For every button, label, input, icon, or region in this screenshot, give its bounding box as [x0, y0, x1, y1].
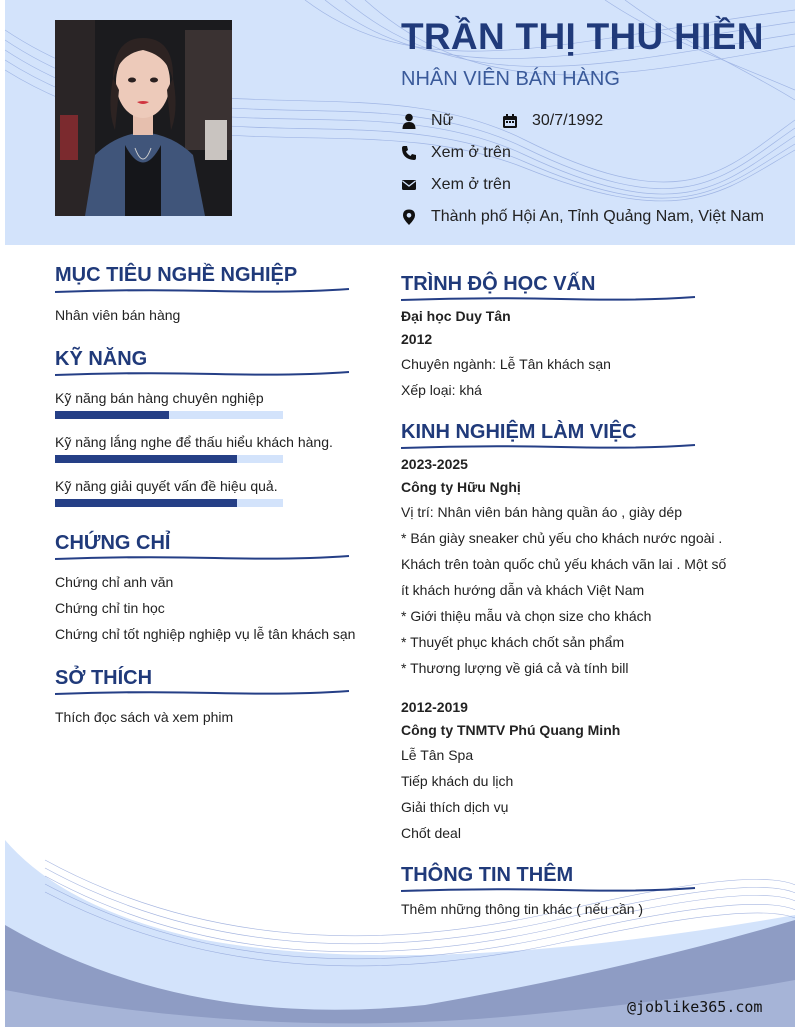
- location-pin-icon: [401, 209, 417, 225]
- job-detail-line: Vị trí: Nhân viên bán hàng quần áo , giày dép: [401, 504, 682, 520]
- skill-bar: [55, 499, 283, 507]
- birthdate-value: 30/7/1992: [532, 112, 604, 129]
- job-detail-line: Giải thích dịch vụ: [401, 799, 509, 815]
- job-company: Công ty TNMTV Phú Quang Minh: [401, 722, 621, 738]
- skill-bar-fill: [55, 455, 237, 463]
- job-detail-line: * Thương lượng về giá cả và tính bill: [401, 660, 629, 676]
- job-detail-line: Khách trên toàn quốc chủ yếu khách vãn lai . Một số: [401, 556, 727, 572]
- certificate-item: Chứng chỉ tin học: [55, 600, 165, 616]
- job-company: Công ty Hữu Nghị: [401, 479, 521, 495]
- skill-label: Kỹ năng bán hàng chuyên nghiệp: [55, 390, 264, 406]
- website-watermark: @joblike365.com: [627, 998, 763, 1016]
- additional-text: Thêm những thông tin khác ( nếu cần ): [401, 901, 644, 917]
- skill-label: Kỹ năng giải quyết vấn đề hiệu quả.: [55, 478, 278, 494]
- education-major: Chuyên ngành: Lễ Tân khách sạn: [401, 356, 611, 372]
- candidate-name: TRẦN THỊ THU HIỀN: [401, 16, 764, 57]
- hobbies-text: Thích đọc sách và xem phim: [55, 709, 234, 725]
- job-period: 2023-2025: [401, 456, 468, 472]
- job-detail-line: * Giới thiệu mẫu và chọn size cho khách: [401, 608, 652, 624]
- user-icon: [401, 113, 417, 129]
- resume-page: [5, 0, 795, 1027]
- gender-value: Nữ: [431, 112, 454, 129]
- resume-header: [5, 0, 795, 245]
- skill-bar-fill: [55, 499, 237, 507]
- certificate-item: Chứng chỉ tốt nghiệp nghiệp vụ lễ tân khách sạn: [55, 626, 356, 642]
- email-value: Xem ở trên: [431, 176, 511, 193]
- profile-photo: [55, 20, 232, 216]
- hobbies-underline: [55, 689, 351, 697]
- address-value: Thành phố Hội An, Tỉnh Quảng Nam, Việt Nam: [431, 208, 764, 225]
- phone-row: [401, 144, 511, 162]
- job-period: 2012-2019: [401, 699, 468, 715]
- job-detail-line: * Bán giày sneaker chủ yếu cho khách nước ngoài .: [401, 530, 723, 546]
- experience-underline: [401, 443, 697, 451]
- gender-row: [401, 112, 453, 130]
- objective-heading: MỤC TIÊU NGHỀ NGHIỆP: [55, 264, 298, 286]
- calendar-icon: [502, 113, 518, 129]
- skill-bar: [55, 411, 283, 419]
- mail-icon: [401, 177, 417, 193]
- job-detail-line: Tiếp khách du lịch: [401, 773, 514, 789]
- certificates-underline: [55, 554, 351, 562]
- education-heading: TRÌNH ĐỘ HỌC VẤN: [401, 273, 596, 295]
- hobbies-heading: SỞ THÍCH: [55, 667, 153, 689]
- phone-value: Xem ở trên: [431, 144, 511, 161]
- objective-underline: [55, 287, 351, 295]
- address-row: [401, 208, 764, 226]
- skill-bar: [55, 455, 283, 463]
- education-school: Đại học Duy Tân: [401, 308, 511, 324]
- experience-heading: KINH NGHIỆM LÀM VIỆC: [401, 421, 637, 443]
- education-year: 2012: [401, 331, 433, 347]
- skill-bar-fill: [55, 411, 169, 419]
- education-rank: Xếp loại: khá: [401, 382, 482, 398]
- education-underline: [401, 295, 697, 303]
- job-detail-line: Chốt deal: [401, 825, 461, 841]
- birthdate-row: [502, 112, 603, 130]
- candidate-job-title: NHÂN VIÊN BÁN HÀNG: [401, 68, 620, 90]
- objective-text: Nhân viên bán hàng: [55, 307, 181, 323]
- job-detail-line: * Thuyết phục khách chốt sản phẩm: [401, 634, 625, 650]
- phone-icon: [401, 145, 417, 161]
- additional-underline: [401, 886, 697, 894]
- skill-label: Kỹ năng lắng nghe để thấu hiểu khách hàng.: [55, 434, 333, 450]
- job-detail-line: ít khách hướng dẫn và khách Việt Nam: [401, 582, 645, 598]
- additional-heading: THÔNG TIN THÊM: [401, 864, 574, 886]
- skills-underline: [55, 370, 351, 378]
- job-detail-line: Lễ Tân Spa: [401, 747, 474, 763]
- certificate-item: Chứng chỉ anh văn: [55, 574, 174, 590]
- certificates-heading: CHỨNG CHỈ: [55, 532, 171, 554]
- email-row: [401, 176, 511, 194]
- skills-heading: KỸ NĂNG: [55, 348, 148, 370]
